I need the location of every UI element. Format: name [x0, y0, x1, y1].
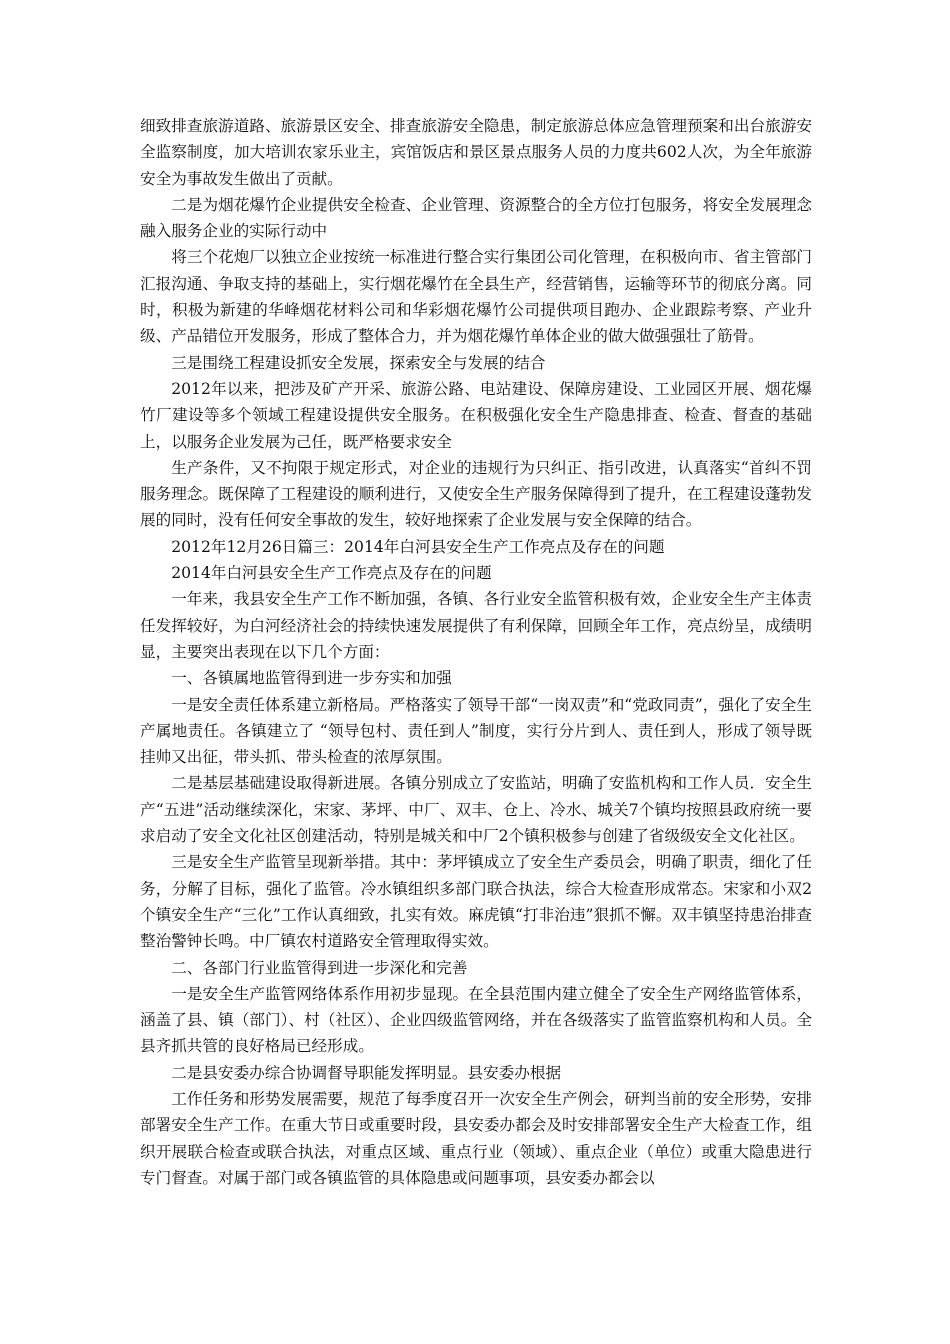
paragraph: 一是安全生产监管网络体系作用初步显现。在全县范围内建立健全了安全生产网络监管体系，涵盖了县、镇（部门）、村（社区）、企业四级监管网络，并在各级落实了监管监察机构和人员。全县齐抓共管的良好格局已经形成。 [140, 984, 812, 1056]
paragraph: 2012年以来，把涉及矿产开采、旅游公路、电站建设、保障房建设、工业园区开展、烟花爆竹厂建设等多个领域工程建设提供安全服务。在积极强化安全生产隐患排查、检查、督查的基础上，以服务企业发展为己任，既严格要求安全 [140, 379, 812, 451]
paragraph: 将三个花炮厂以独立企业按统一标准进行整合实行集团公司化管理，在积极向市、省主管部门汇报沟通、争取支持的基础上，实行烟花爆竹在全县生产，经营销售，运输等环节的彻底分离。同时，积极为新建的华峰烟花材料公司和华彩烟花爆竹公司提供项目跑办、企业跟踪考察、产业升级、产品错位开发服务，形成了整体合力，并为烟花爆竹单体企业的做大做强强壮了筋骨。 [140, 248, 812, 346]
paragraph: 二是县安委办综合协调督导职能发挥明显。县安委办根据 [171, 1063, 562, 1082]
article-date-title: 2012年12月26日篇三：2014年白河县安全生产工作亮点及存在的问题 [171, 537, 665, 556]
paragraph: 一是安全责任体系建立新格局。严格落实了领导干部“一岗双责”和“党政同责”，强化了安全生产属地责任。各镇建立了 “领导包村、责任到人”制度，实行分片到人、责任到人，形成了领导既挂帅又出征，带头抓、带头检查的浓厚氛围。 [140, 695, 812, 767]
document-body [140, 113, 812, 1191]
paragraph: 一年来，我县安全生产工作不断加强，各镇、各行业安全监管积极有效，企业安全生产主体责任发挥较好，为白河经济社会的持续快速发展提供了有利保障，回顾全年工作，亮点纷呈，成绩明显，主要突出表现在以下几个方面： [140, 590, 812, 661]
paragraph: 三是安全生产监管呈现新举措。其中：茅坪镇成立了安全生产委员会，明确了职责，细化了任务，分解了目标，强化了监管。冷水镇组织多部门联合执法，综合大检查形成常态。宋家和小双2个镇安全生产“三化”工作认真细致，扎实有效。麻虎镇“打非治违”狠抓不懈。双丰镇坚持患治排查整治警钟长鸣。中厂镇农村道路安全管理取得实效。 [140, 853, 812, 951]
paragraph: 二是为烟花爆竹企业提供安全检查、企业管理、资源整合的全方位打包服务，将安全发展理念融入服务企业的实际行动中 [140, 195, 812, 241]
section-heading: 二、各部门行业监管得到进一步深化和完善 [171, 958, 468, 977]
paragraph: 生产条件，又不拘限于规定形式，对企业的违规行为只纠正、指引改进，认真落实“首纠不罚服务理念。既保障了工程建设的顺利进行，又使安全生产服务保障得到了提升，在工程建设蓬勃发展的同时，没有任何安全事故的发生，较好地探索了企业发展与安全保障的结合。 [140, 458, 812, 530]
paragraph: 细致排查旅游道路、旅游景区安全、排查旅游安全隐患，制定旅游总体应急管理预案和出台旅游安全监察制度，加大培训农家乐业主，宾馆饭店和景区景点服务人员的力度共602人次，为全年旅游安全为事故发生做出了贡献。 [140, 117, 812, 188]
section-heading: 一、各镇属地监管得到进一步夯实和加强 [171, 669, 452, 688]
section-heading: 三是围绕工程建设抓安全发展，探索安全与发展的结合 [171, 353, 546, 372]
article-title: 2014年白河县安全生产工作亮点及存在的问题 [171, 564, 492, 583]
paragraph: 工作任务和形势发展需要，规范了每季度召开一次安全生产例会，研判当前的安全形势，安排部署安全生产工作。在重大节日或重要时段，县安委办都会及时安排部署安全生产大检查工作，组织开展联合检查或联合执法，对重点区域、重点行业（领域）、重点企业（单位）或重大隐患进行专门督查。对属于部门或各镇监管的具体隐患或问题事项，县安委办都会以 [140, 1089, 812, 1187]
paragraph: 二是基层基础建设取得新进展。各镇分别成立了安监站，明确了安监机构和工作人员．安全生产“五进”活动继续深化，宋家、茅坪、中厂、双丰、仓上、冷水、城关7个镇均按照县政府统一要求启动了安全文化社区创建活动，特别是城关和中厂2个镇积极参与创建了省级级安全文化社区。 [140, 774, 812, 846]
